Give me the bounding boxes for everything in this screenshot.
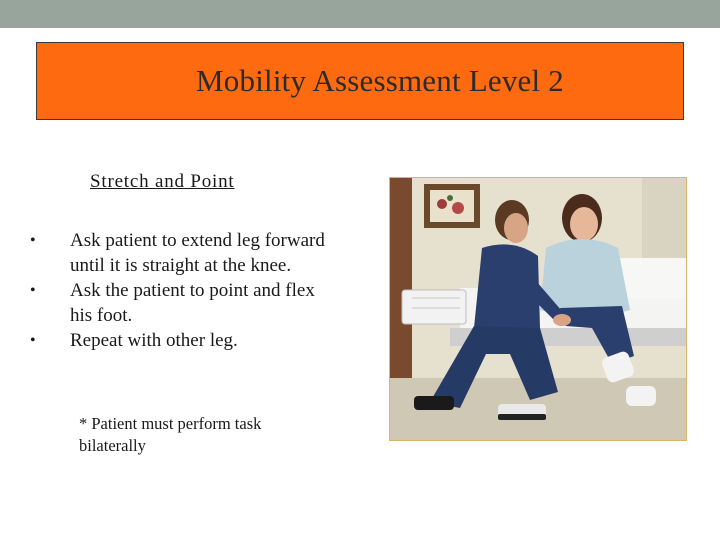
bullet-item: • Ask patient to extend leg forward until it is straight at the knee. [30,228,330,278]
bullet-list [30,228,330,353]
slide-subtitle: Stretch and Point [90,171,235,192]
patient-photo [389,177,687,441]
bullet-item: • Repeat with other leg. [30,328,330,353]
slide-title: Mobility Assessment Level 2 [196,63,564,98]
top-band [0,0,720,28]
photo-illustration [390,178,686,440]
footnote: * Patient must perform task bilaterally [79,414,262,455]
bullet-item: • Ask the patient to point and flex his foot. [30,278,330,328]
title-box [36,42,684,120]
